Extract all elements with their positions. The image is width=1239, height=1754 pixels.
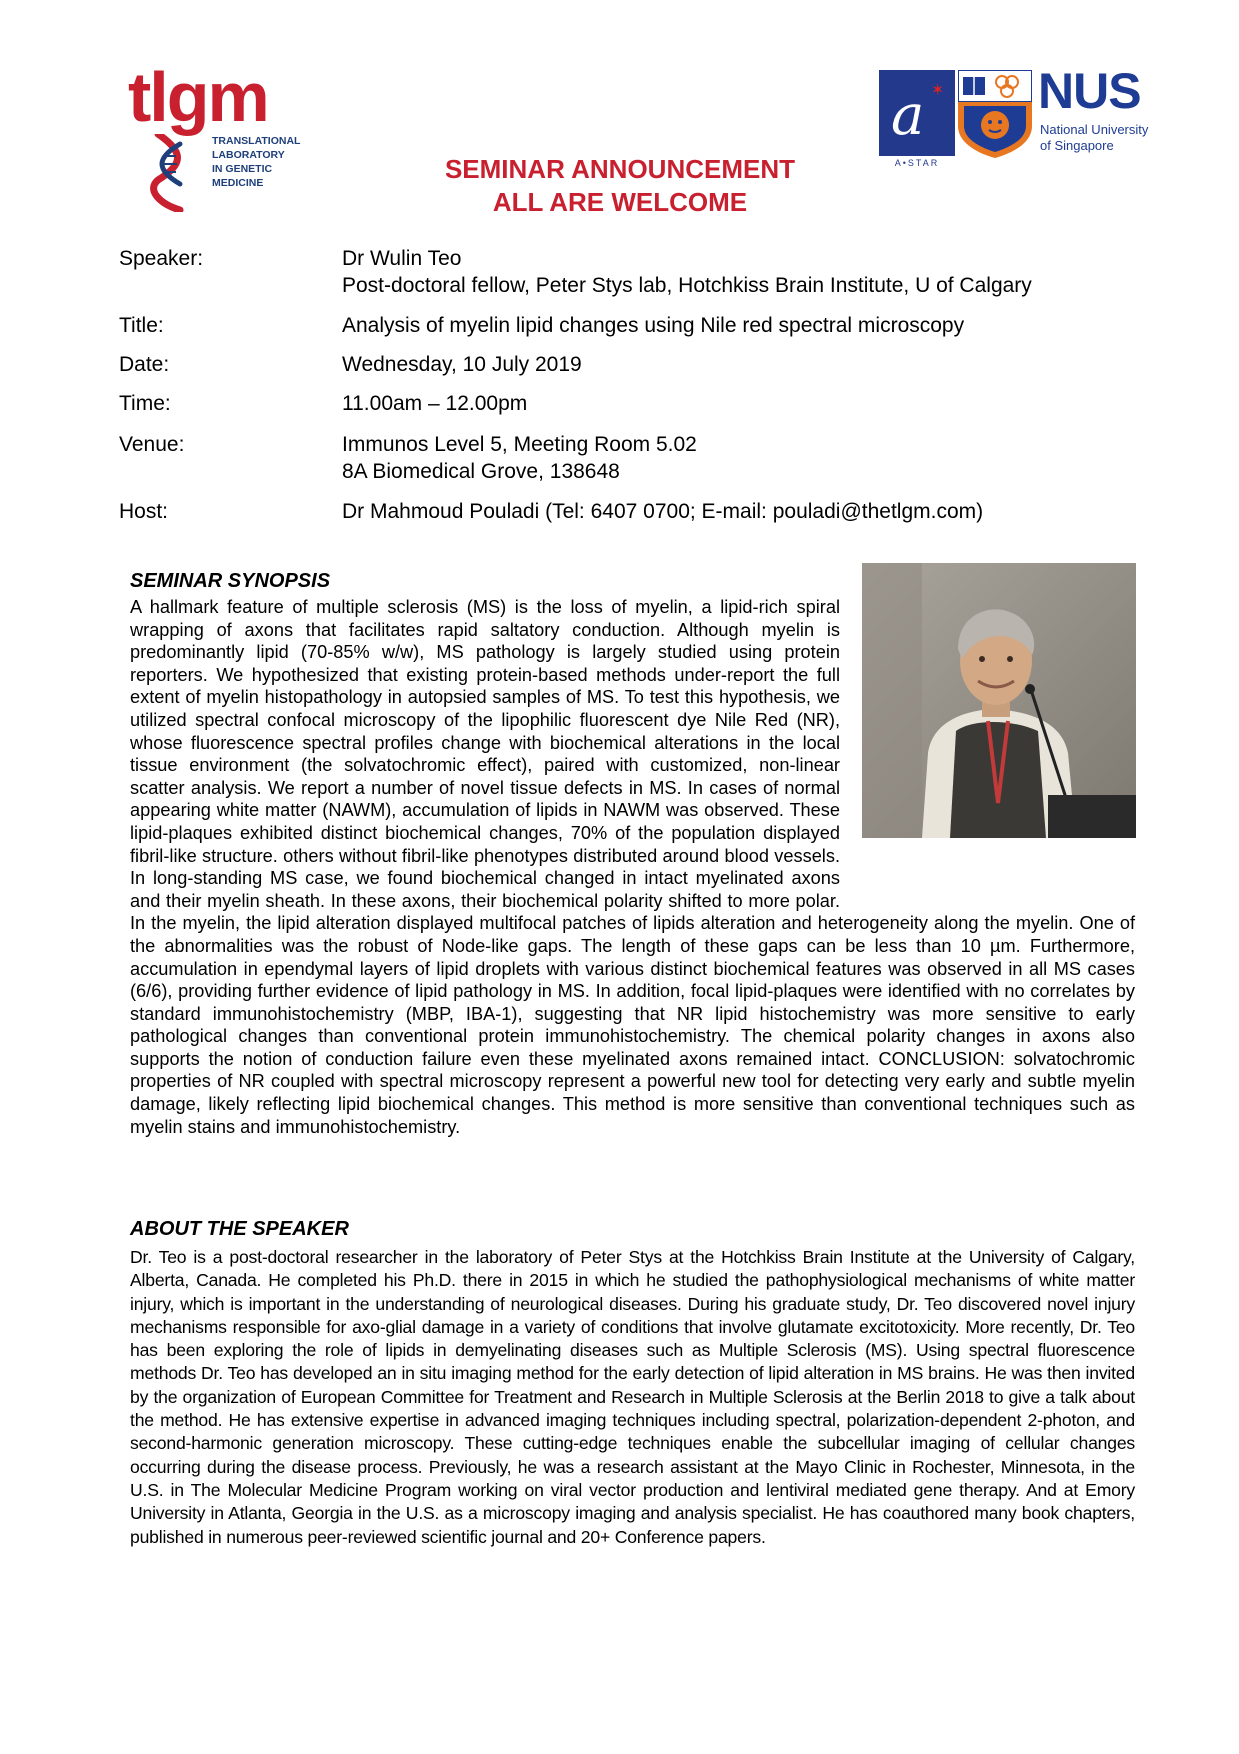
dna-helix-icon: [150, 134, 190, 212]
seminar-time: 11.00am – 12.00pm: [342, 392, 528, 415]
seminar-heading: [340, 153, 900, 219]
tlgm-subtitle-line: TRANSLATIONAL: [212, 135, 301, 147]
seminar-date: Wednesday, 10 July 2019: [342, 353, 582, 376]
nus-subtitle-line: of Singapore: [1040, 138, 1114, 153]
synopsis-section: [130, 596, 1135, 1138]
about-heading: ABOUT THE SPEAKER: [130, 1218, 349, 1240]
synopsis-heading: SEMINAR SYNOPSIS: [130, 570, 331, 592]
astar-logo-box: [879, 70, 955, 156]
detail-label: Speaker:: [119, 247, 204, 270]
tlgm-logo-subtitle: [212, 134, 300, 190]
astar-logo-name: A•STAR: [894, 158, 940, 168]
host-value: Dr Mahmoud Pouladi (Tel: 6407 0700; E-mail: pouladi@thetlgm.com): [342, 500, 984, 523]
speaker-name: Dr Wulin Teo: [342, 247, 462, 270]
seminar-title: Analysis of myelin lipid changes using Nile red spectral microscopy: [342, 314, 965, 337]
tlgm-logo-word: tlgm: [128, 58, 268, 136]
detail-label: Venue:: [119, 433, 185, 456]
astar-letter-icon: a: [891, 83, 925, 148]
tlgm-subtitle-line: LABORATORY: [212, 149, 285, 161]
venue-line1: Immunos Level 5, Meeting Room 5.02: [342, 433, 697, 456]
nus-logo-subtitle: [1040, 122, 1148, 154]
heading-announcement: SEMINAR ANNOUNCEMENT: [444, 154, 796, 184]
speaker-affiliation: Post-doctoral fellow, Peter Stys lab, Hotchkiss Brain Institute, U of Calgary: [342, 274, 1032, 297]
nus-subtitle-line: National University: [1040, 122, 1149, 137]
detail-label: Time:: [119, 392, 171, 415]
photo-spacer: [840, 596, 1135, 892]
tlgm-subtitle-line: MEDICINE: [212, 177, 264, 189]
nus-logo-word: NUS: [1038, 63, 1141, 119]
tlgm-logo: [128, 58, 328, 212]
detail-label: Date:: [119, 353, 170, 376]
about-body: Dr. Teo is a post-doctoral researcher in the laboratory of Peter Stys at the Hotchkiss Brain Institute at the University of Calgary, Alberta, Canada. He completed his Ph.D. there in 2015 in which he studied the pathophysiological mechanisms of white matter injury, which is important in the understanding of neurological diseases. During his graduate study, Dr. Teo discovered novel injury mechanisms responsible for axo-glial damage in a variety of conditions that involve glutamate excitotoxicity. More recently, Dr. Teo has been exploring the role of lipids in demyelinating diseases such as Multiple Sclerosis (MS). Using spectral fluorescence methods Dr. Teo has developed an in situ imaging method for the early detection of lipid alteration in MS brains. He was then invited by the organization of European Committee for Treatment and Research in Multiple Sclerosis at the Berlin 2018 to give a talk about the method. He has extensive expertise in advanced imaging techniques including spectral, polarization-dependent 2-photon, and second-harmonic generation microscopy. These cutting-edge techniques enable the subcellular imaging of cellular changes occurring during the disease process. Previously, he was a research assistant at the Mayo Clinic in Rochester, Minnesota, in the U.S. in The Molecular Medicine Program working on viral vector production and lentiviral mediated gene therapy. And at Emory University in Atlanta, Georgia in the U.S. as a microscopy imaging and analysis specialist. He has coauthored many book chapters, published in numerous peer-reviewed scientific journal and 20+ Conference papers.: [130, 1247, 1135, 1547]
detail-label: Host:: [119, 500, 169, 523]
synopsis-body: A hallmark feature of multiple sclerosis (MS) is the loss of myelin, a lipid-rich spiral wrapping of axons that facilitates rapid saltatory conduction. Although myelin is predominantly lipid (70-85% w/w), MS pathology is largely studied using protein reporters. We hypothesized that existing protein-based methods under-report the full extent of myelin histopathology in autopsied samples of MS. To test this hypothesis, we utilized spectral confocal microscopy of the lipophilic fluorescent dye Nile Red (NR), whose fluorescence spectral profiles change with biochemical alterations in the local tissue environment (the solvatochromic effect), paired with customized, non-linear scatter analysis. We report a number of novel tissue defects in MS. In cases of normal appearing white matter (NAWM), accumulation of lipids in NAWM was observed. These lipid-plaques exhibited distinct biochemical changes, 70% of the population displayed fibril-like structure. others without fibril-like phenotypes distributed around blood vessels. In long-standing MS case, we found biochemical changed in intact myelinated axons and their myelin sheath. In these axons, their biochemical polarity shifted to more polar. In the myelin, the lipid alteration displayed multifocal patches of lipids alteration and heterogeneity along the myelin. One of the abnormalities was the robust of Node-like gaps. The length of these gaps can be less than 10 µm. Furthermore, accumulation in ependymal layers of lipid droplets with various distinct biochemical features was observed in all MS cases (6/6), providing further evidence of lipid pathology in MS. In addition, focal lipid-plaques were identified with no correlates by standard immunohistochemistry (MBP, IBA-1), suggesting that NR lipid histochemistry was more sensitive to early pathological changes than conventional protein immunohistochemistry. The chemical polarity changes in axons also supports the notion of conduction failure even these myelinated axons remained intact. CONCLUSION: solvatochromic properties of NR coupled with spectral microscopy represent a powerful new tool for detecting very early and subtle myelin damage, likely reflecting lipid biochemical changes. This method is more sensitive than conventional techniques such as myelin stains and immunohistochemistry.: [130, 597, 1135, 1137]
heading-welcome: ALL ARE WELCOME: [492, 187, 748, 217]
star-icon: ✶: [931, 82, 945, 99]
nus-logo: [958, 63, 1158, 162]
venue-line2: 8A Biomedical Grove, 138648: [342, 460, 620, 483]
nus-crest-icon: [958, 70, 1032, 158]
detail-label: Title:: [119, 314, 164, 337]
tlgm-subtitle-line: IN GENETIC: [212, 163, 273, 175]
